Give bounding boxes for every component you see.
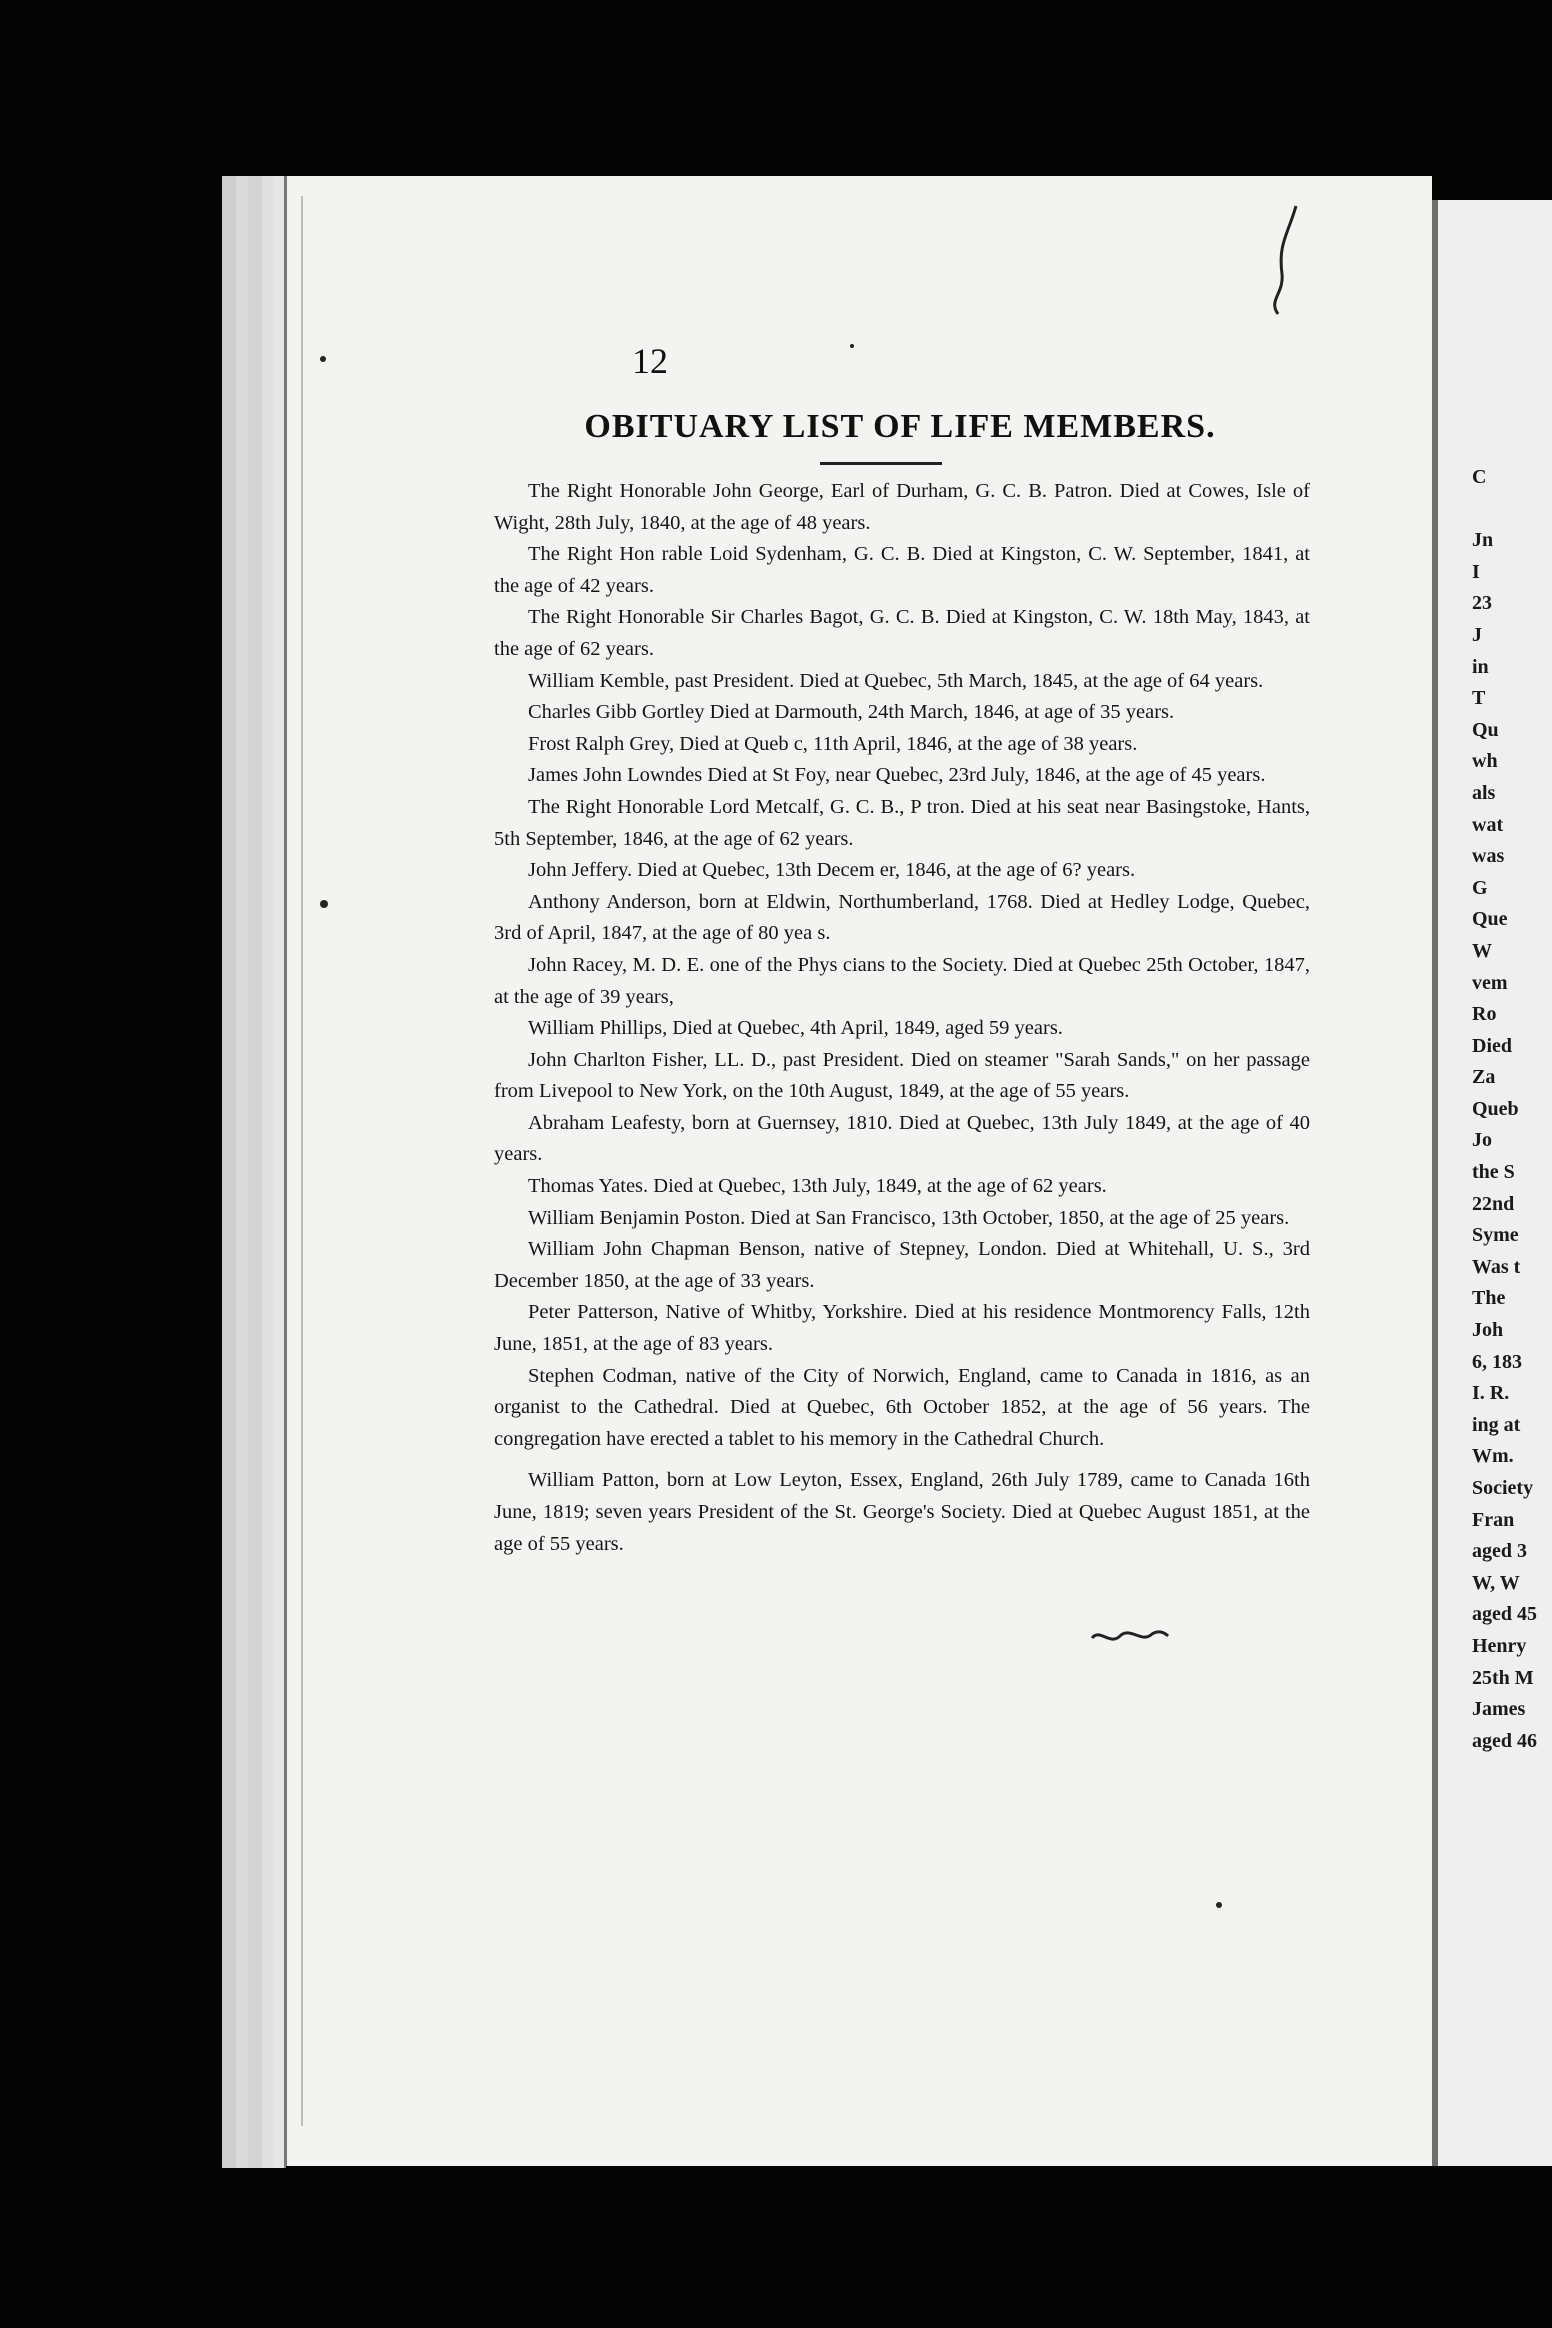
facing-page	[1432, 200, 1552, 2166]
obituary-entry: Thomas Yates. Died at Quebec, 13th July, 1849, at the age of 62 years.	[528, 1175, 1107, 1198]
page-title: OBITUARY LIST OF LIFE MEMBERS.	[584, 408, 1216, 445]
facing-page-fragment: The	[1472, 1287, 1506, 1310]
facing-page-fragment: Society	[1472, 1477, 1534, 1499]
facing-page-fragment: Henry	[1472, 1634, 1527, 1657]
obituary-entry: Anthony Anderson, born at Eldwin, Northumberland, 1768. Died at Hedley Lodge, Quebec, 3rd of April, 1847, at the age of 80 yea s.	[494, 890, 1310, 945]
obituary-entry: Stephen Codman, native of the City of Norwich, England, came to Canada in 1816, as an organist to the Cathedral. Died at Quebec, 6th October 1852, at the age of 56 years. The congregation have erected a tablet to his memory in the Cathedral Church.	[494, 1364, 1310, 1450]
facing-page-fragment: als	[1472, 781, 1496, 804]
obituary-entry: Frost Ralph Grey, Died at Queb c, 11th April, 1846, at the age of 38 years.	[528, 732, 1138, 755]
pen-mark-icon	[1248, 204, 1308, 324]
facing-page-fragment: Jn	[1472, 529, 1494, 552]
facing-page-fragment: Wm.	[1472, 1445, 1514, 1468]
obituary-entry: William Kemble, past President. Died at Quebec, 5th March, 1845, at the age of 64 years.	[528, 669, 1264, 692]
facing-page-fragment: vem	[1472, 971, 1508, 994]
facing-page-fragment: 6, 183	[1472, 1350, 1522, 1373]
facing-page-fragment: Jo	[1472, 1129, 1492, 1152]
facing-page-fragment: wh	[1472, 750, 1498, 773]
facing-page-fragment: W, W	[1472, 1571, 1520, 1594]
facing-page-fragment: ing at	[1472, 1413, 1521, 1436]
obituary-entry: Charles Gibb Gortley Died at Darmouth, 24th March, 1846, at age of 35 years.	[528, 701, 1175, 724]
page-inner-border	[301, 196, 303, 2126]
obituary-entry: John Charlton Fisher, LL. D., past President. Died on steamer "Sarah Sands," on her passage from Livepool to New York, on the 10th August, 1849, at the age of 55 years.	[494, 1048, 1310, 1103]
facing-page-fragment: wat	[1472, 813, 1504, 836]
facing-page-fragment: James	[1472, 1698, 1526, 1721]
squiggle-mark-icon	[1090, 1622, 1170, 1652]
facing-page-fragment: I	[1472, 560, 1480, 583]
title-rule	[820, 462, 942, 465]
scan-speck	[320, 356, 326, 362]
facing-page-fragment: Joh	[1472, 1319, 1504, 1342]
facing-page-fragment: Queb	[1472, 1097, 1519, 1120]
scan-speck	[850, 344, 854, 348]
obituary-entry: William Patton, born at Low Leyton, Essex, England, 26th July 1789, came to Canada 16th June, 1819; seven years President of the St. George's Society. Died at Quebec August 1851, at the age of 55 years.	[494, 1469, 1310, 1555]
facing-page-fragment: aged 45	[1472, 1603, 1537, 1626]
obituary-entry: William Benjamin Poston. Died at San Francisco, 13th October, 1850, at the age of 25 years.	[528, 1206, 1290, 1229]
facing-page-fragment: aged 3	[1472, 1540, 1527, 1563]
obituary-entry: The Right Honorable Lord Metcalf, G. C. B., P tron. Died at his seat near Basingstoke, Hants, 5th September, 1846, at the age of 62 years.	[494, 795, 1310, 850]
facing-page-fragment: 22nd	[1472, 1192, 1515, 1215]
facing-page-fragment: 23	[1472, 592, 1492, 615]
obituary-entry: The Right Honorable John George, Earl of Durham, G. C. B. Patron. Died at Cowes, Isle of Wight, 28th July, 1840, at the age of 48 years.	[494, 480, 1310, 534]
obituary-entry: James John Lowndes Died at St Foy, near Quebec, 23rd July, 1846, at the age of 45 years.	[528, 764, 1266, 787]
obituary-entry: The Right Hon rable Loid Sydenham, G. C. B. Died at Kingston, C. W. September, 1841, at the age of 42 years.	[494, 543, 1310, 597]
facing-page-fragment: C	[1472, 466, 1487, 488]
facing-page-fragment	[1438, 494, 1552, 526]
facing-page-fragment: Was t	[1472, 1255, 1521, 1278]
facing-page-fragment: Qu	[1472, 718, 1499, 741]
facing-page-fragment: Died	[1472, 1034, 1512, 1057]
obituary-entry: Peter Patterson, Native of Whitby, Yorkshire. Died at his residence Montmorency Falls, 12th June, 1851, at the age of 83 years.	[494, 1301, 1310, 1356]
facing-page-fragment: Que	[1472, 908, 1508, 931]
facing-page-fragment: was	[1472, 845, 1505, 868]
facing-page-fragment: I. R.	[1472, 1382, 1510, 1405]
facing-page-fragment: Fran	[1472, 1508, 1515, 1531]
obituary-entry: William Phillips, Died at Quebec, 4th April, 1849, aged 59 years.	[528, 1017, 1063, 1040]
facing-page-fragment: Syme	[1472, 1224, 1519, 1247]
obituary-entry: John Jeffery. Died at Quebec, 13th Decem er, 1846, at the age of 6? years.	[528, 859, 1136, 882]
facing-page-fragment: the S	[1472, 1161, 1515, 1184]
facing-page-fragment: Ro	[1472, 1003, 1497, 1026]
obituary-entry: Abraham Leafesty, born at Guernsey, 1810. Died at Quebec, 13th July 1849, at the age of 40 years.	[494, 1111, 1310, 1166]
facing-page-fragment: T	[1472, 687, 1486, 710]
facing-page-fragment: 25th M	[1472, 1666, 1534, 1689]
facing-page-fragment: G	[1472, 876, 1488, 899]
obituary-entry: The Right Honorable Sir Charles Bagot, G. C. B. Died at Kingston, C. W. 18th May, 1843, at the age of 62 years.	[494, 606, 1310, 660]
facing-page-fragment: aged 46	[1472, 1729, 1537, 1752]
scan-speck	[320, 900, 328, 908]
facing-page-fragment: W	[1472, 939, 1492, 962]
obituary-entry: John Racey, M. D. E. one of the Phys cians to the Society. Died at Quebec 25th October, 1847, at the age of 39 years,	[494, 953, 1310, 1008]
obituary-entry: William John Chapman Benson, native of Stepney, London. Died at Whitehall, U. S., 3rd December 1850, at the age of 33 years.	[494, 1238, 1310, 1292]
obituary-list	[494, 476, 1310, 1560]
scan-speck	[1216, 1902, 1222, 1908]
facing-page-fragment: J	[1472, 623, 1482, 646]
facing-page-fragment: Za	[1472, 1066, 1496, 1089]
page-number: 12	[632, 341, 668, 381]
facing-page-fragment: in	[1472, 655, 1489, 678]
